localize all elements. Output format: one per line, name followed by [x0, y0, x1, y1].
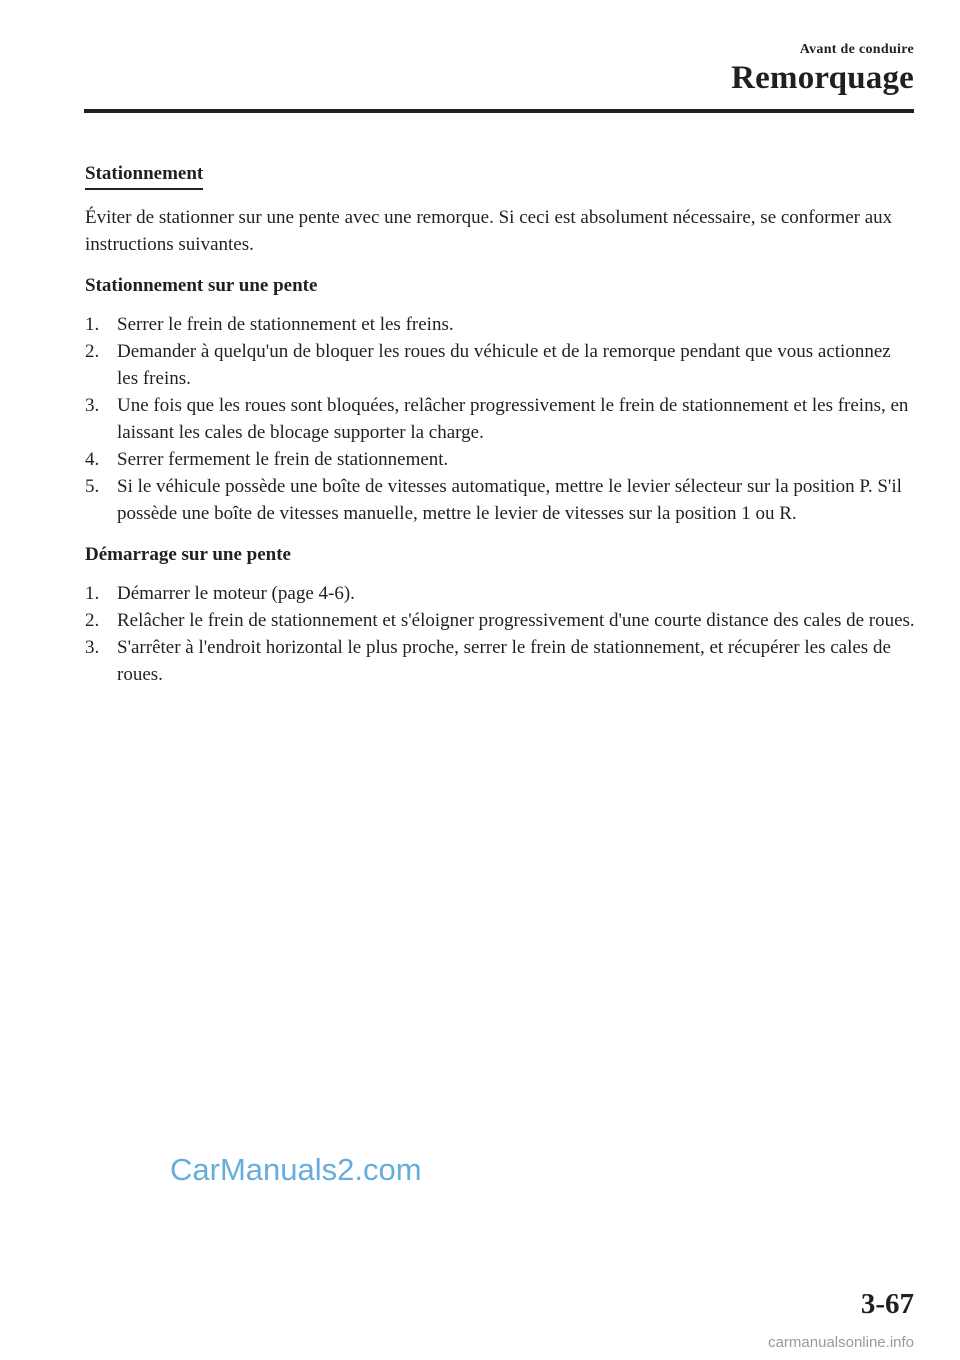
page-header — [731, 42, 914, 97]
parking-subheading: Stationnement sur une pente — [85, 275, 318, 296]
list-item — [85, 446, 915, 473]
step-number: 5. — [85, 476, 100, 497]
step-text: Serrer fermement le frein de stationnement. — [117, 449, 449, 470]
list-item — [85, 392, 915, 446]
main-content — [85, 160, 915, 702]
starting-subheading: Démarrage sur une pente — [85, 544, 291, 565]
step-text: Démarrer le moteur (page 4-6). — [117, 583, 355, 604]
parking-steps — [85, 311, 915, 527]
list-item — [85, 473, 915, 527]
list-item — [85, 311, 915, 338]
step-number: 1. — [85, 314, 100, 335]
step-text: Si le véhicule possède une boîte de vitesses automatique, mettre le levier sélecteur sur la position P. S'il possède une boîte de vitesses manuelle, mettre le levier de vitesses sur la position 1 ou R. — [117, 476, 902, 524]
step-number: 2. — [85, 341, 100, 362]
chapter-title: Remorquage — [731, 60, 914, 96]
list-item — [85, 607, 915, 634]
step-text: S'arrêter à l'endroit horizontal le plus proche, serrer le frein de stationnement, et récupérer les cales de roues. — [117, 637, 891, 685]
header-rule — [84, 109, 914, 113]
list-item — [85, 634, 915, 688]
step-number: 3. — [85, 637, 100, 658]
section-title: Avant de conduire — [799, 42, 914, 57]
section-heading: Stationnement — [85, 160, 203, 190]
intro-paragraph: Éviter de stationner sur une pente avec une remorque. Si ceci est absolument nécessaire, se conformer aux instructions suivantes. — [85, 207, 893, 255]
step-number: 3. — [85, 395, 100, 416]
starting-steps — [85, 580, 915, 688]
list-item — [85, 338, 915, 392]
watermark: CarManuals2.com — [170, 1152, 422, 1187]
step-text: Demander à quelqu'un de bloquer les roues du véhicule et de la remorque pendant que vous actionnez les freins. — [117, 341, 891, 389]
list-item — [85, 580, 915, 607]
step-text: Serrer le frein de stationnement et les freins. — [117, 314, 454, 335]
footer-url: carmanualsonline.info — [768, 1334, 914, 1351]
step-number: 4. — [85, 449, 100, 470]
step-text: Relâcher le frein de stationnement et s'éloigner progressivement d'une courte distance des cales de roues. — [117, 610, 915, 631]
step-text: Une fois que les roues sont bloquées, relâcher progressivement le frein de stationnement et les freins, en laissant les cales de blocage supporter la charge. — [117, 395, 909, 443]
step-number: 1. — [85, 583, 100, 604]
step-number: 2. — [85, 610, 100, 631]
page-number: 3-67 — [860, 1288, 914, 1320]
